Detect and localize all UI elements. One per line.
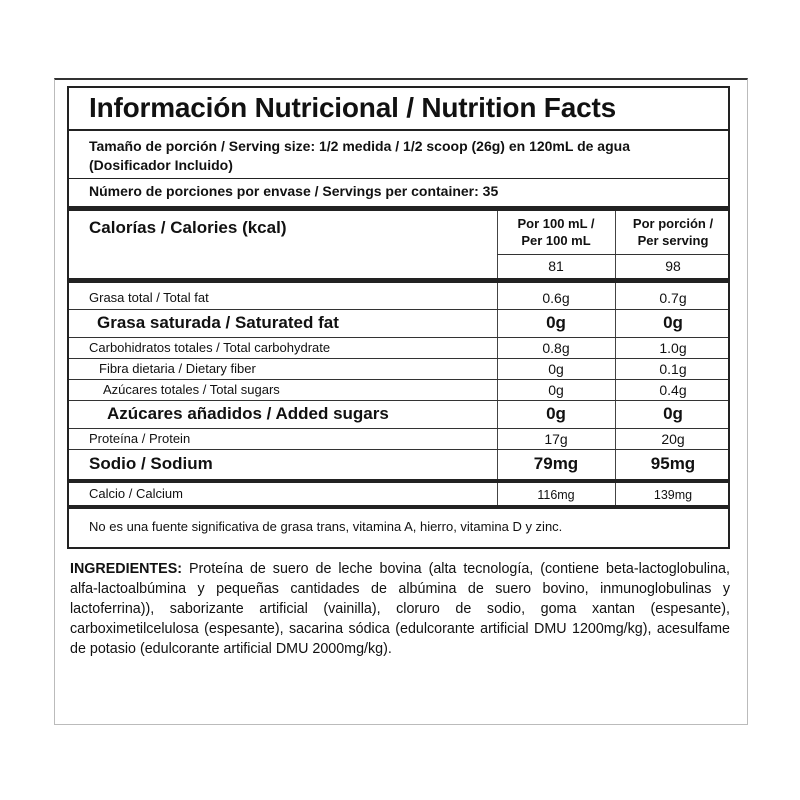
row-divider: [69, 337, 728, 338]
nutrient-per100: 79mg: [533, 454, 579, 473]
thick-divider-sodium: [69, 479, 728, 483]
nutrient-row-label: Azúcares totales / Total sugars: [103, 382, 280, 397]
row-divider: [69, 428, 728, 429]
nutrient-row-label: Calcio / Calcium: [89, 486, 183, 501]
thick-divider-bottom: [69, 505, 728, 509]
nutrient-per100: 0.6g: [542, 290, 570, 306]
calories-value-line: [497, 254, 728, 255]
nutrient-row-label: Proteína / Protein: [89, 431, 191, 446]
nutrient-per100: 17g: [544, 431, 568, 447]
ingredients-label: INGREDIENTES:: [70, 561, 183, 577]
nutrient-row-label: Azúcares añadidos / Added sugars: [107, 404, 389, 423]
serving-divider: [69, 178, 728, 179]
nutrient-serving: 0.1g: [659, 361, 687, 377]
nutrient-serving: 139mg: [653, 488, 693, 502]
row-divider: [69, 379, 728, 380]
nutrient-serving: 0g: [663, 313, 683, 332]
nutrient-per100: 116mg: [537, 488, 575, 502]
nutrient-row-label: Grasa total / Total fat: [89, 290, 209, 305]
nutrient-serving: 1.0g: [659, 340, 687, 356]
servings-per-container: Número de porciones por envase / Servings per container: 35: [89, 183, 499, 199]
nutrition-facts-panel: [67, 86, 730, 549]
nutrient-serving: 0.7g: [659, 290, 687, 306]
thick-divider-calories: [69, 278, 728, 283]
nutrient-per100: 0g: [548, 361, 564, 377]
nutrient-per100: 0.8g: [542, 340, 570, 356]
nutrient-per100: 0g: [546, 313, 566, 332]
calories-per100: 81: [548, 258, 564, 274]
nutrient-row-label: Carbohidratos totales / Total carbohydrate: [89, 340, 331, 355]
serving-note: (Dosificador Incluido): [89, 157, 233, 173]
calories-label: Calorías / Calories (kcal): [89, 218, 287, 237]
nutrient-row-label: Sodio / Sodium: [89, 454, 213, 473]
row-divider: [69, 358, 728, 359]
nutrient-serving: 95mg: [650, 454, 696, 473]
col1-header-line1: Por 100 mL /: [517, 216, 595, 231]
panel-title: Información Nutricional / Nutrition Facts: [89, 92, 616, 123]
col2-header-line2: Per serving: [637, 233, 709, 248]
row-divider: [69, 400, 728, 401]
footnote: No es una fuente significativa de grasa trans, vitamina A, hierro, vitamina D y zinc.: [89, 519, 563, 534]
nutrient-per100: 0g: [548, 382, 564, 398]
nutrient-row-label: Fibra dietaria / Dietary fiber: [99, 361, 256, 376]
row-divider: [69, 309, 728, 310]
nutrient-per100: 0g: [546, 404, 566, 423]
col1-header-line2: Per 100 mL: [521, 233, 591, 248]
serving-size: Tamaño de porción / Serving size: 1/2 medida / 1/2 scoop (26g) en 120mL de agua: [89, 138, 630, 154]
nutrient-row-label: Grasa saturada / Saturated fat: [97, 313, 339, 332]
ingredients-block: [70, 559, 730, 659]
title-divider: [69, 129, 728, 131]
col2-header-line1: Por porción /: [632, 216, 714, 231]
nutrient-serving: 0.4g: [659, 382, 687, 398]
ingredients-text: Proteína de suero de leche bovina (alta tecnología, (contiene beta-lactoglobulina, alfa-lactoalbúmina y pequeñas cantidades de albúmina de suero bovino, inmunoglobulinas y lactoferrina)), saborizante artificial (vainilla), cloruro de sodio, goma xantan (espesante), carboximetilcelulosa (espesante), sacarina sódica (edulcorante artificial DMU 1200mg/kg), acesulfame de potasio (edulcorante artificial DMU 2000mg/kg).: [70, 561, 730, 657]
thick-divider-top: [69, 206, 728, 211]
nutrient-serving: 0g: [663, 404, 683, 423]
calories-serving: 98: [665, 258, 681, 274]
row-divider: [69, 449, 728, 450]
nutrient-serving: 20g: [661, 431, 685, 447]
